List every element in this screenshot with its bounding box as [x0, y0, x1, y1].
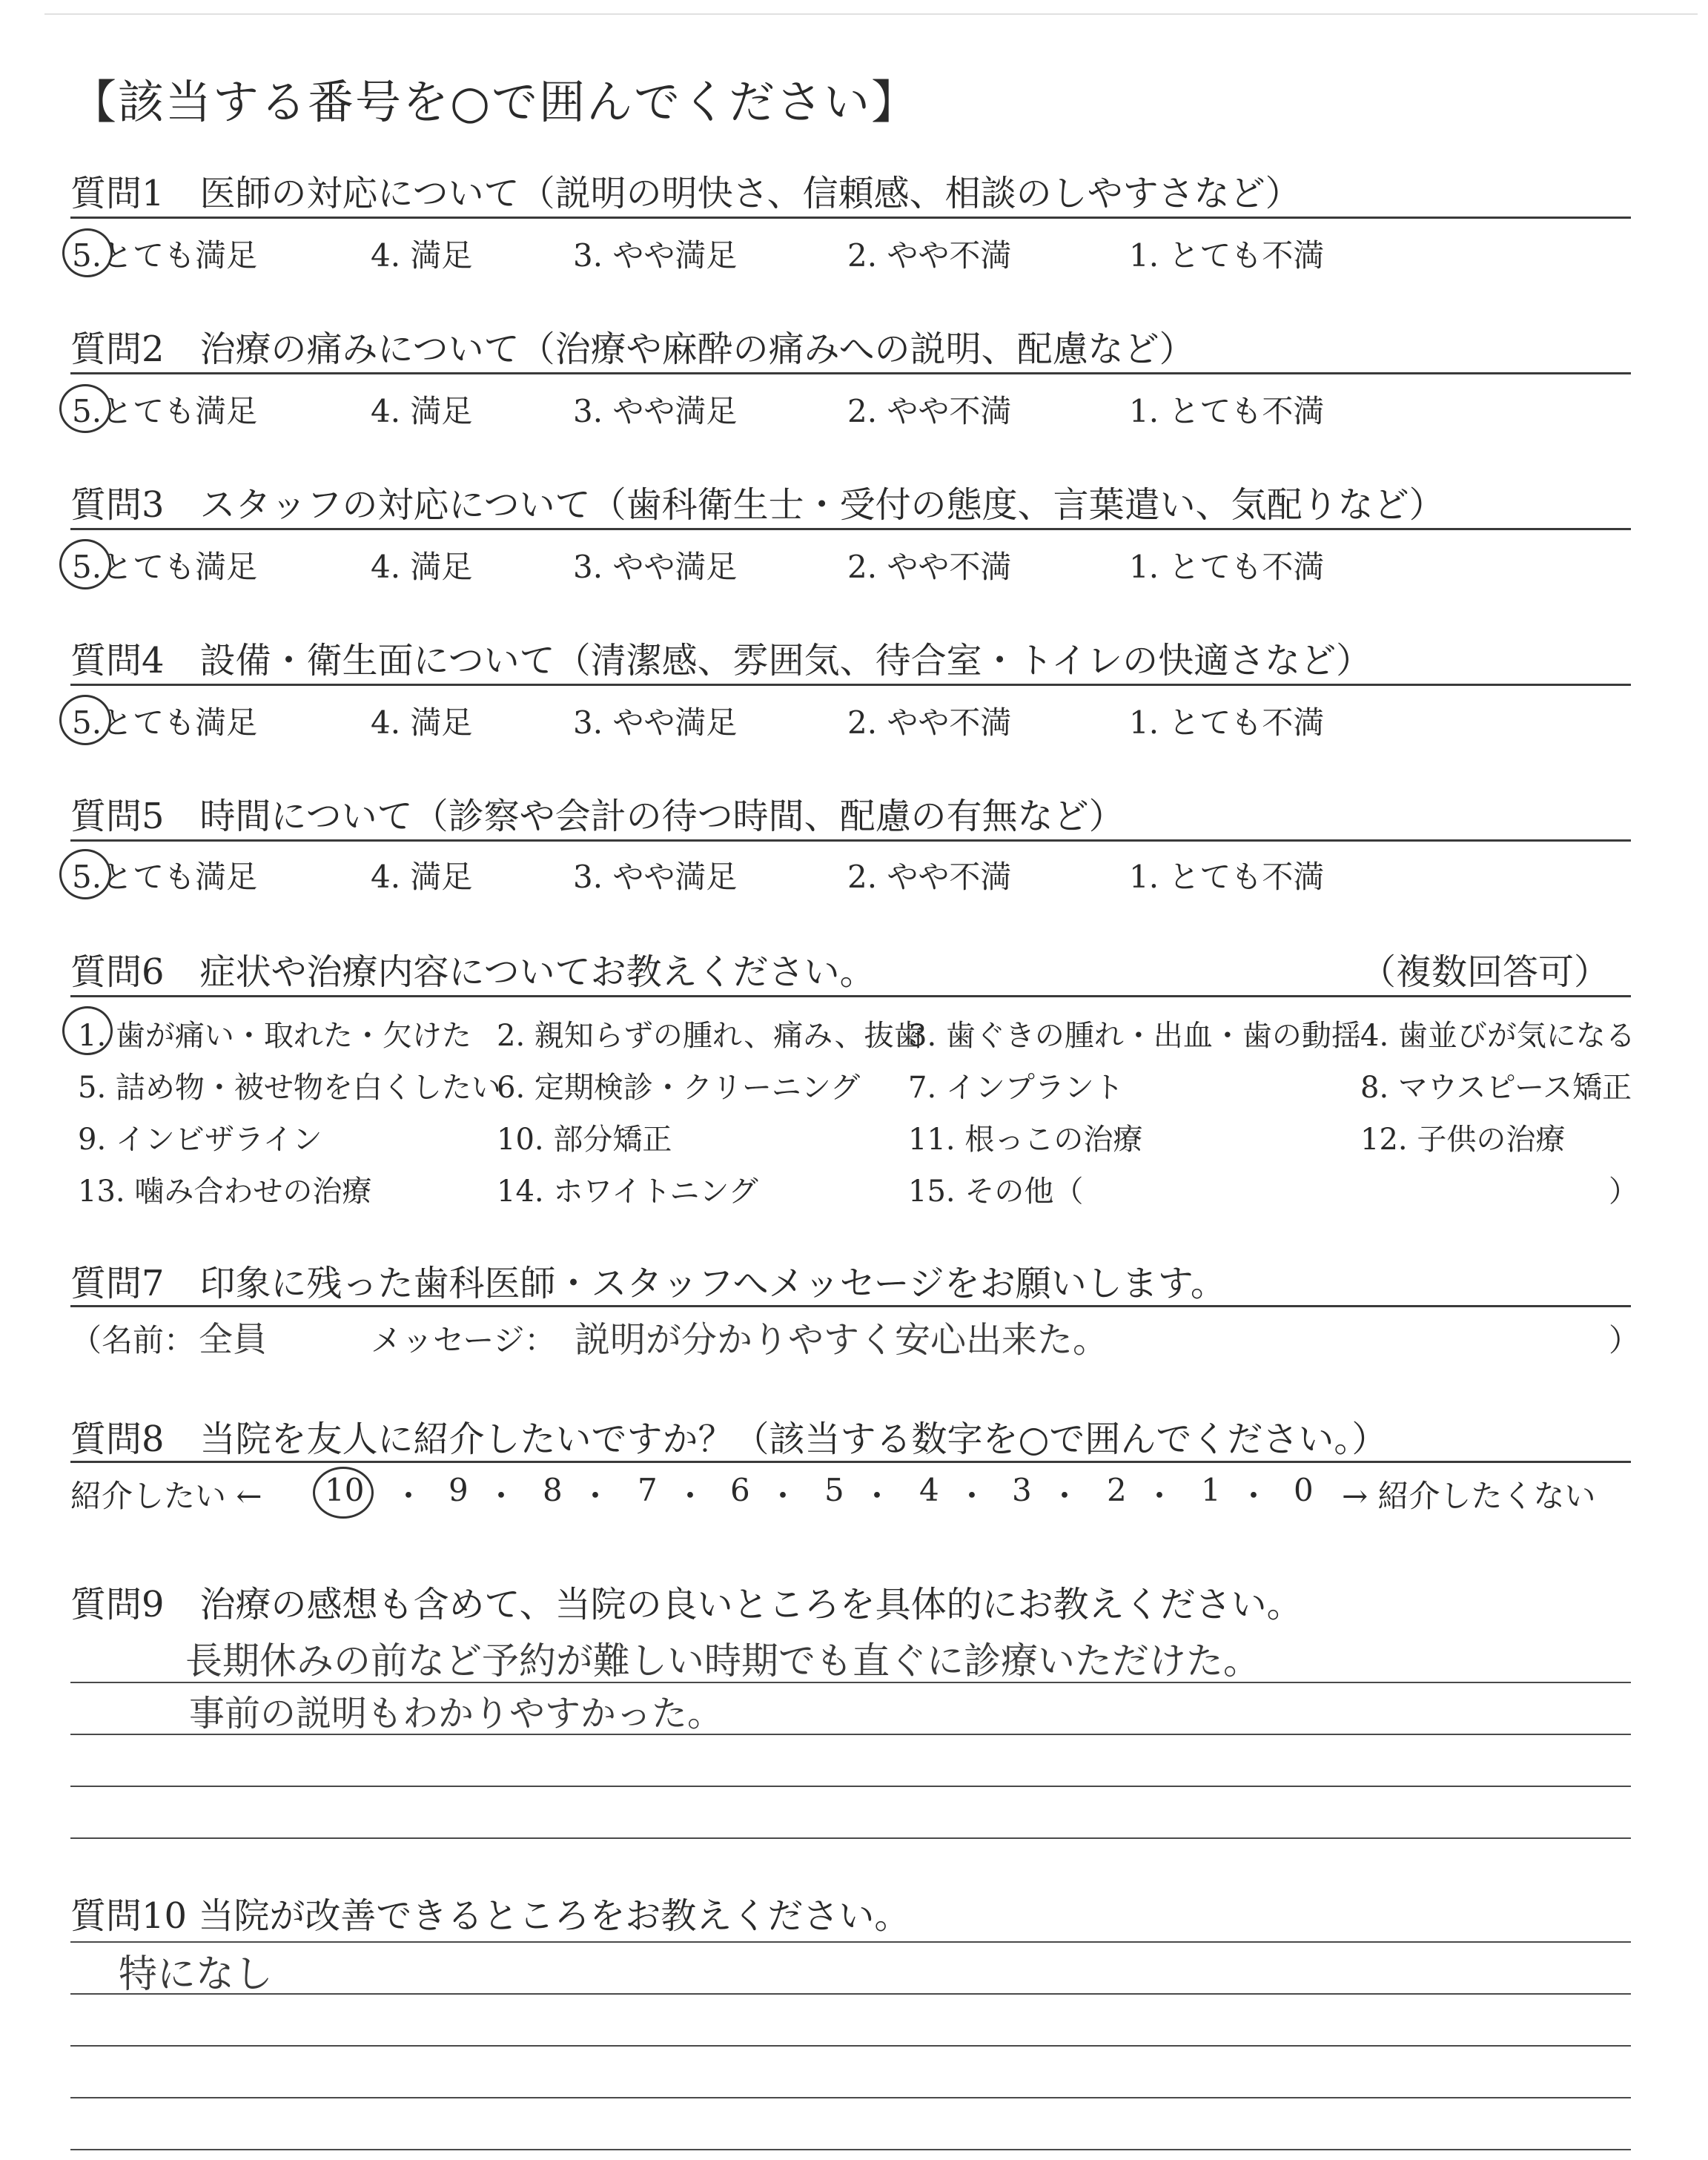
q3-option-3[interactable]: 3. やや満足: [573, 549, 738, 585]
question-4: 質問4 設備・衛生面について（清潔感、雰囲気、待合室・トイレの快適さなど）: [70, 640, 1372, 681]
q6-option-7[interactable]: 7. インプラント: [908, 1071, 1124, 1105]
scale-separator: ・: [675, 1478, 706, 1514]
answer-line: [70, 1993, 1631, 1995]
q5-option-2[interactable]: 2. やや不満: [847, 859, 1012, 895]
answer-line: [70, 2097, 1631, 2098]
q5-option-4[interactable]: 4. 満足: [371, 859, 473, 895]
q4-option-5[interactable]: 5.とても満足: [72, 704, 258, 741]
scale-6[interactable]: 6: [730, 1472, 750, 1508]
q4-option-1[interactable]: 1. とても不満: [1129, 704, 1325, 741]
q1-option-1[interactable]: 1. とても不満: [1129, 237, 1325, 274]
scale-separator: ・: [1144, 1478, 1176, 1514]
q2-option-4[interactable]: 4. 満足: [371, 393, 473, 429]
q3-option-1[interactable]: 1. とても不満: [1129, 549, 1325, 585]
q5-option-5[interactable]: 5.とても満足: [72, 859, 258, 895]
scale-9[interactable]: 9: [448, 1472, 469, 1508]
q3-option-2[interactable]: 2. やや不満: [847, 549, 1012, 585]
q6-option-9[interactable]: 9. インビザライン: [78, 1123, 322, 1157]
answer-line: [70, 1786, 1631, 1787]
q9-answer-line-2[interactable]: 事前の説明もわかりやすかった。: [189, 1693, 724, 1734]
scale-4[interactable]: 4: [919, 1472, 939, 1508]
scale-2[interactable]: 2: [1107, 1472, 1127, 1508]
q6-option-1[interactable]: 1. 歯が痛い・取れた・欠けた: [78, 1019, 471, 1053]
name-label: （名前：: [70, 1322, 196, 1358]
q3-option-4[interactable]: 4. 満足: [371, 549, 473, 585]
scale-separator: ・: [1238, 1478, 1270, 1514]
divider: [70, 217, 1631, 219]
scale-separator: ・: [393, 1478, 425, 1514]
q2-option-3[interactable]: 3. やや満足: [573, 393, 738, 429]
q1-option-4[interactable]: 4. 満足: [371, 237, 473, 274]
q5-option-1[interactable]: 1. とても不満: [1129, 859, 1325, 895]
question-3: 質問3 スタッフの対応について（歯科衛生士・受付の態度、言葉遣い、気配りなど）: [70, 484, 1445, 526]
scale-separator: ・: [486, 1478, 517, 1514]
question-2: 質問2 治療の痛みについて（治療や麻酔の痛みへの説明、配慮など）: [70, 328, 1195, 370]
question-5: 質問5 時間について（診察や会計の待つ時間、配慮の有無など）: [70, 796, 1125, 837]
recommend-right-label: → 紹介したくない: [1342, 1478, 1596, 1514]
divider: [70, 1305, 1631, 1307]
recommend-left-label: 紹介したい ←: [70, 1478, 262, 1514]
q1-option-3[interactable]: 3. やや満足: [573, 237, 738, 274]
scale-0[interactable]: 0: [1294, 1472, 1314, 1508]
divider: [70, 1461, 1631, 1463]
q6-option-6[interactable]: 6. 定期検診・クリーニング: [497, 1071, 861, 1105]
q3-option-5[interactable]: 5.とても満足: [72, 549, 258, 585]
multiple-answers-note: （複数回答可）: [1360, 951, 1610, 993]
answer-line: [70, 1941, 1631, 1943]
question-10: 質問10 当院が改善できるところをお教えください。: [70, 1895, 910, 1937]
question-1: 質問1 医師の対応について（説明の明快さ、信頼感、相談のしやすさなど）: [70, 173, 1301, 214]
q6-option-11[interactable]: 11. 根っこの治療: [908, 1123, 1143, 1157]
question-6: 質問6 症状や治療内容についてお教えください。: [70, 951, 875, 993]
answer-line: [70, 1837, 1631, 1839]
q6-option-15[interactable]: 15. その他（: [908, 1175, 1084, 1209]
q1-option-2[interactable]: 2. やや不満: [847, 237, 1012, 274]
q6-option-4[interactable]: 4. 歯並びが気になる: [1360, 1019, 1635, 1053]
page-title: 【該当する番号を○で囲んでください】: [70, 75, 919, 129]
q4-option-3[interactable]: 3. やや満足: [573, 704, 738, 741]
question-8: 質問8 当院を友人に紹介したいですか？（該当する数字を○で囲んでください。）: [70, 1418, 1388, 1460]
scale-separator: ・: [1049, 1478, 1081, 1514]
q2-option-2[interactable]: 2. やや不満: [847, 393, 1012, 429]
q6-option-5[interactable]: 5. 詰め物・被せ物を白くしたい: [78, 1071, 501, 1105]
q4-option-2[interactable]: 2. やや不満: [847, 704, 1012, 741]
divider: [70, 839, 1631, 842]
scale-5[interactable]: 5: [824, 1472, 844, 1508]
q6-option-14[interactable]: 14. ホワイトニング: [497, 1175, 758, 1209]
q6-option-10[interactable]: 10. 部分矯正: [497, 1123, 672, 1157]
q6-option-13[interactable]: 13. 噛み合わせの治療: [78, 1175, 372, 1209]
divider: [70, 372, 1631, 374]
q2-option-1[interactable]: 1. とても不満: [1129, 393, 1325, 429]
scale-separator: ・: [580, 1478, 612, 1514]
q6-option-3[interactable]: 3. 歯ぐきの腫れ・出血・歯の動揺: [908, 1019, 1361, 1053]
scale-7[interactable]: 7: [638, 1472, 658, 1508]
divider: [70, 995, 1631, 997]
divider: [70, 684, 1631, 686]
name-value[interactable]: 全員: [199, 1319, 267, 1359]
scale-separator: ・: [767, 1478, 799, 1514]
scale-3[interactable]: 3: [1012, 1472, 1032, 1508]
divider: [70, 528, 1631, 530]
question-7: 質問7 印象に残った歯科医師・スタッフへメッセージをお願いします。: [70, 1263, 1226, 1304]
scale-8[interactable]: 8: [543, 1472, 563, 1508]
answer-line: [70, 2045, 1631, 2047]
message-close: ）: [1609, 1322, 1641, 1358]
q2-option-5[interactable]: 5.とても満足: [72, 393, 258, 429]
scale-1[interactable]: 1: [1201, 1472, 1221, 1508]
q6-option-12[interactable]: 12. 子供の治療: [1360, 1123, 1566, 1157]
answer-line: [70, 2149, 1631, 2150]
message-value[interactable]: 説明が分かりやすく安心出来た。: [575, 1319, 1109, 1361]
scale-10[interactable]: 10: [325, 1472, 365, 1508]
scale-separator: ・: [956, 1478, 988, 1514]
q10-answer[interactable]: 特になし: [119, 1952, 274, 1997]
q4-option-4[interactable]: 4. 満足: [371, 704, 473, 741]
q9-answer-line-1[interactable]: 長期休みの前など予約が難しい時期でも直ぐに診療いただけた。: [185, 1639, 1260, 1682]
q5-option-3[interactable]: 3. やや満足: [573, 859, 738, 895]
message-label: メッセージ：: [371, 1322, 556, 1358]
top-border: [44, 13, 1698, 15]
q6-option-15-close: ）: [1609, 1175, 1638, 1209]
q6-option-2[interactable]: 2. 親知らずの腫れ、痛み、抜歯: [497, 1019, 924, 1053]
scale-separator: ・: [861, 1478, 893, 1514]
q1-option-5[interactable]: 5.とても満足: [72, 237, 258, 274]
question-9: 質問9 治療の感想も含めて、当院の良いところを具体的にお教えください。: [70, 1584, 1302, 1625]
q6-option-8[interactable]: 8. マウスピース矯正: [1360, 1071, 1632, 1105]
